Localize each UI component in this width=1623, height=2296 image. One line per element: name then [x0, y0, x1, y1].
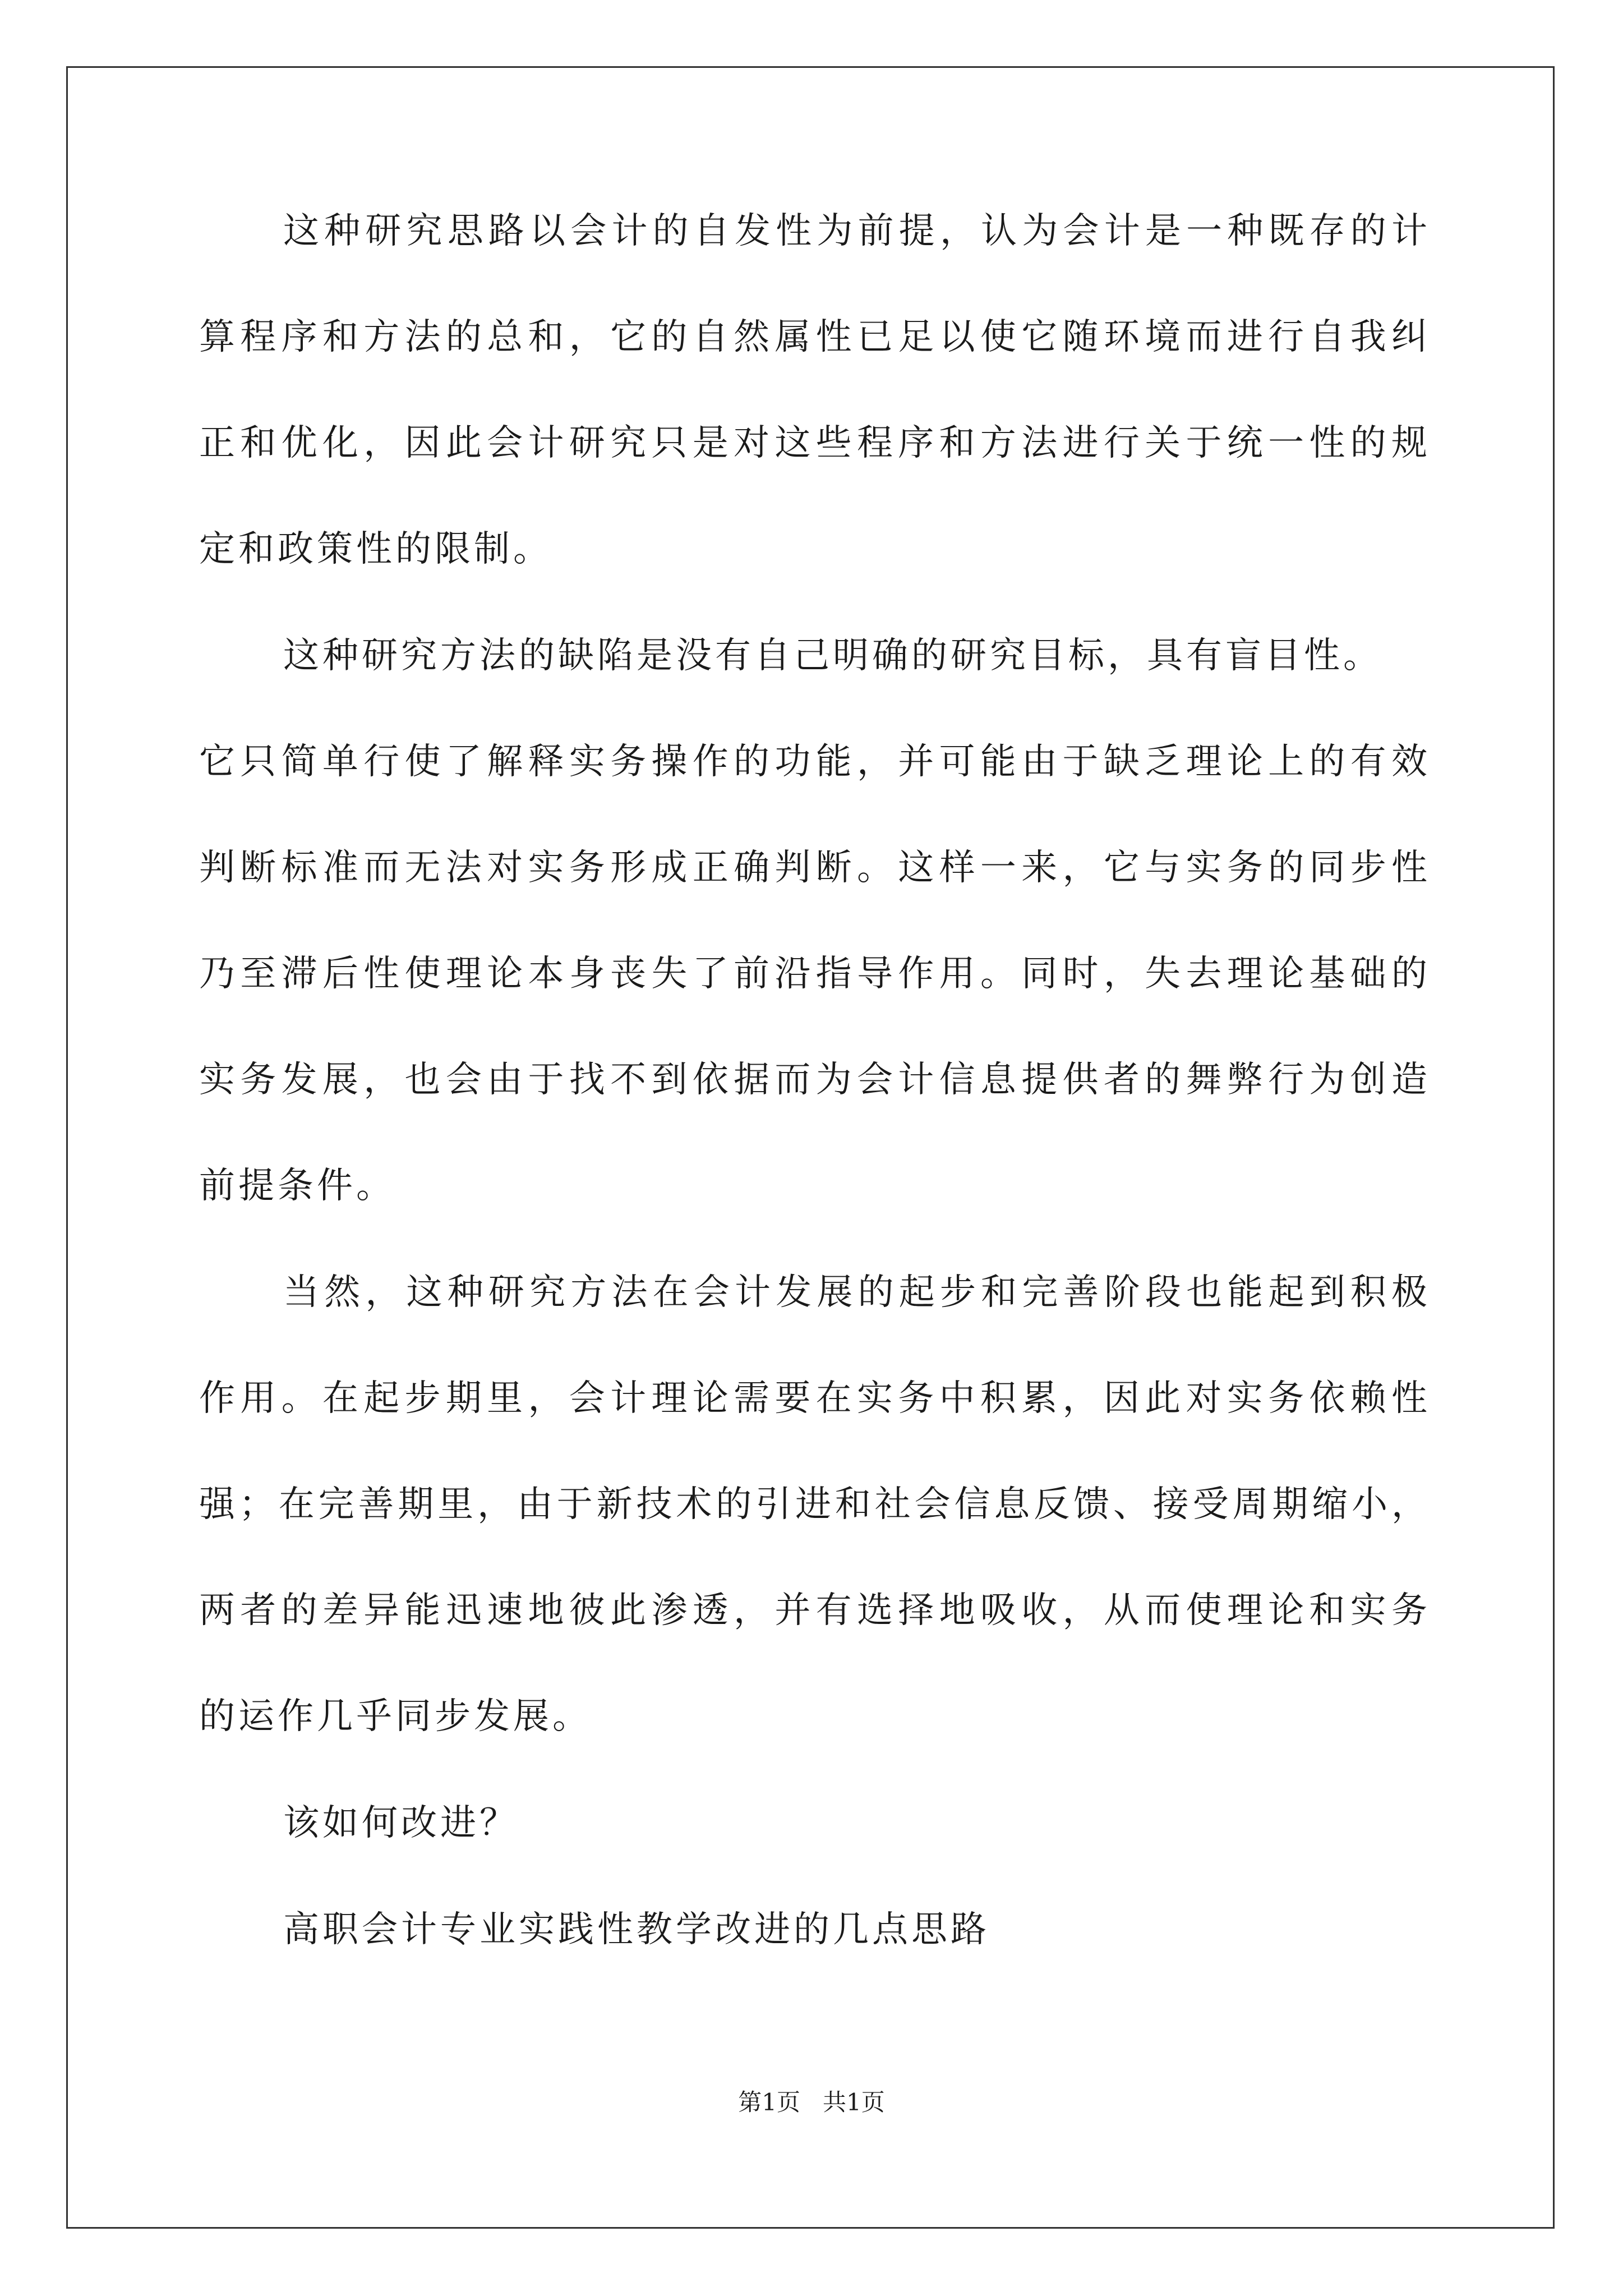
- text-line: 算程序和方法的总和，它的自然属性已足以使它随环境而进行自我纠: [199, 316, 1431, 358]
- paragraph: [199, 635, 1431, 1207]
- text-line: 作用。在起步期里，会计理论需要在实务中积累，因此对实务依赖性: [199, 1378, 1431, 1419]
- text-line: 当然，这种研究方法在会计发展的起步和完善阶段也能起到积极: [283, 1272, 1431, 1313]
- text-line: 实务发展，也会由于找不到依据而为会计信息提供者的舞弊行为创造: [199, 1059, 1431, 1101]
- text-line: 它只简单行使了解释实务操作的功能，并可能由于缺乏理论上的有效: [199, 741, 1431, 783]
- paragraph: [199, 1272, 1431, 1737]
- text-line: 两者的差异能迅速地彼此渗透，并有选择地吸收，从而使理论和实务: [199, 1590, 1431, 1631]
- text-line: 强；在完善期里，由于新技术的引进和社会信息反馈、接受周期缩小，: [199, 1484, 1431, 1525]
- section-heading: 高职会计专业实践性教学改进的几点思路: [283, 1909, 990, 1950]
- text-line: 该如何改进？: [283, 1802, 519, 1844]
- text-line: 定和政策性的限制。: [199, 528, 552, 570]
- text-line: 这种研究思路以会计的自发性为前提，认为会计是一种既存的计: [283, 210, 1431, 252]
- text-line: 乃至滞后性使理论本身丧失了前沿指导作用。同时，失去理论基础的: [199, 953, 1431, 995]
- text-line: 判断标准而无法对实务形成正确判断。这样一来，它与实务的同步性: [199, 847, 1431, 889]
- page-footer: [0, 2088, 1623, 2116]
- page-total: 共1页: [823, 2088, 885, 2116]
- paragraph: [199, 210, 1431, 570]
- text-line: 这种研究方法的缺陷是没有自己明确的研究目标，具有盲目性。: [283, 635, 1382, 677]
- text-line: 的运作几乎同步发展。: [199, 1696, 592, 1737]
- paragraph: [199, 1909, 1431, 1950]
- document-body: [199, 210, 1431, 2018]
- page-number: 第1页: [738, 2088, 800, 2116]
- text-line: 正和优化，因此会计研究只是对这些程序和方法进行关于统一性的规: [199, 422, 1431, 464]
- paragraph: [199, 1802, 1431, 1844]
- text-line: 前提条件。: [199, 1165, 395, 1207]
